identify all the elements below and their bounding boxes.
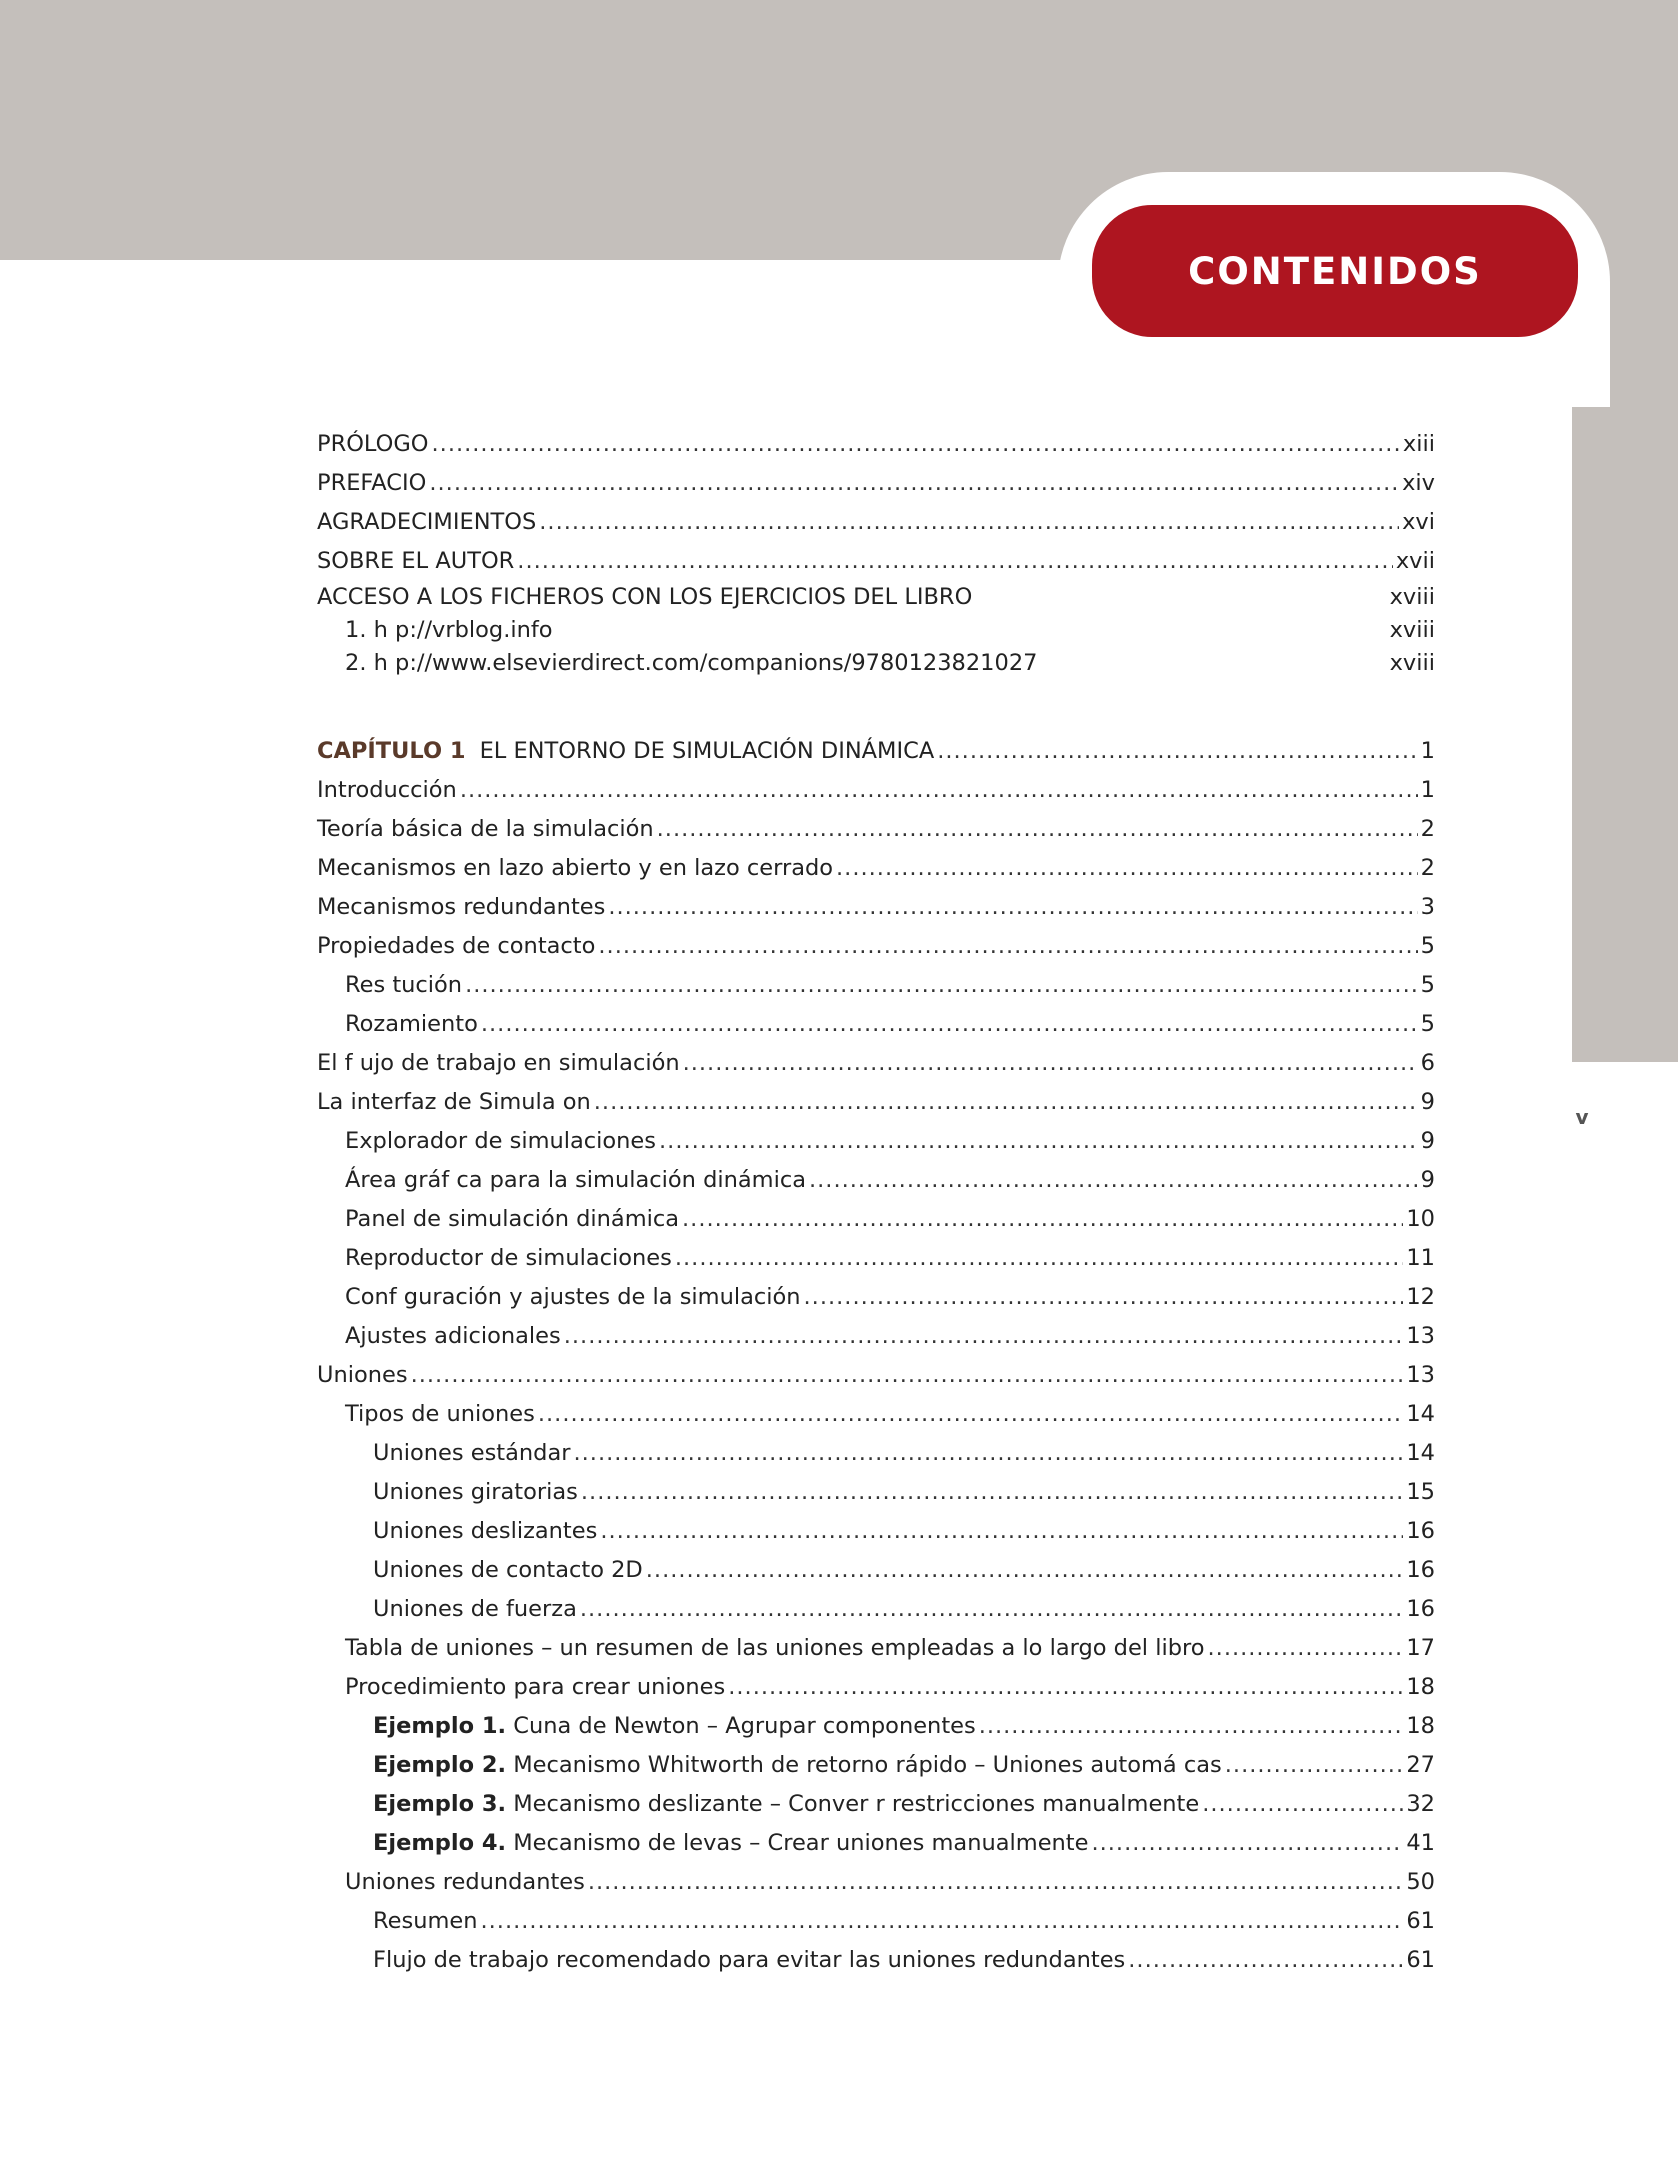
toc-entry-label — [317, 1083, 591, 1122]
toc-entry-page: 10 — [1406, 1206, 1435, 1232]
toc-entry-page: 15 — [1406, 1479, 1435, 1505]
toc-entry-page: 16 — [1406, 1518, 1435, 1544]
toc-entry-page: 1 — [1420, 777, 1435, 803]
toc-entry-text: Mecanismo deslizante – Conver r restricciones manualmente — [513, 1791, 1200, 1817]
toc-entry[interactable] — [317, 1512, 1435, 1551]
leader-dots — [429, 464, 1399, 503]
toc-entry-label — [317, 503, 536, 542]
toc-entry-page: 32 — [1406, 1791, 1435, 1817]
leader-dots — [1091, 1824, 1403, 1863]
toc-entry-text: ACCESO A LOS FICHEROS CON LOS EJERCICIOS DEL LIBRO — [317, 584, 973, 610]
toc-entry-page: 16 — [1406, 1596, 1435, 1622]
toc-entry-page: 9 — [1420, 1128, 1435, 1154]
toc-entry[interactable] — [317, 542, 1435, 581]
chapter-label: CAPÍTULO 1 — [317, 738, 466, 764]
chapter-page: 1 — [1420, 738, 1435, 764]
toc-entry[interactable] — [317, 1629, 1435, 1668]
toc-entry-text: Uniones estándar — [373, 1440, 571, 1466]
toc-entry[interactable] — [317, 1122, 1435, 1161]
toc-entry-label — [317, 927, 595, 966]
leader-dots — [460, 771, 1418, 810]
toc-entry-label — [373, 1707, 976, 1746]
toc-entry[interactable] — [317, 966, 1435, 1005]
toc-entry-text: Mecanismos en lazo abierto y en lazo cerrado — [317, 855, 834, 881]
page-number: v — [1575, 1105, 1589, 1129]
leader-dots — [573, 1434, 1403, 1473]
toc-entry-label — [345, 1161, 806, 1200]
toc-entry-page: xiv — [1402, 470, 1435, 496]
page-title: CONTENIDOS — [1092, 205, 1578, 337]
toc-entry[interactable] — [317, 888, 1435, 927]
toc-entry-page: 9 — [1420, 1167, 1435, 1193]
toc-entry-label — [345, 966, 462, 1005]
leader-dots — [411, 1356, 1404, 1395]
toc-entry-label — [317, 464, 426, 503]
leader-dots — [594, 1083, 1418, 1122]
toc-entry-text: PREFACIO — [317, 470, 427, 496]
leader-dots — [1208, 1629, 1404, 1668]
leader-dots — [836, 849, 1418, 888]
toc-entry-label — [373, 1434, 570, 1473]
toc-entry[interactable] — [317, 1005, 1435, 1044]
toc-entry[interactable] — [317, 1707, 1435, 1746]
leader-dots — [465, 966, 1418, 1005]
toc-entry[interactable] — [317, 1941, 1435, 1980]
leader-dots — [581, 1473, 1403, 1512]
toc-entry-page: 14 — [1406, 1401, 1435, 1427]
toc-entry-label — [345, 1863, 585, 1902]
toc-entry-label — [373, 1473, 578, 1512]
toc-entry-page: 14 — [1406, 1440, 1435, 1466]
toc-entry-label — [317, 888, 605, 927]
toc-entry-label — [373, 1941, 1125, 1980]
toc-entry-page: 13 — [1406, 1323, 1435, 1349]
toc-entry-text: Área gráf ca para la simulación dinámica — [345, 1167, 806, 1193]
toc-entry-text: PRÓLOGO — [317, 431, 429, 457]
leader-dots — [1202, 1785, 1403, 1824]
toc-entry-text: Uniones — [317, 1362, 408, 1388]
toc-entry-text: El f ujo de trabajo en simulación — [317, 1050, 680, 1076]
toc-entry-page: xviii — [1389, 650, 1435, 676]
leader-dots — [1128, 1941, 1403, 1980]
toc-entry-label — [317, 1044, 680, 1083]
toc-entry-text: Mecanismos redundantes — [317, 894, 606, 920]
toc-entry-text: Uniones de contacto 2D — [373, 1557, 643, 1583]
toc-entry[interactable] — [317, 503, 1435, 542]
toc-entry-text: Panel de simulación dinámica — [345, 1206, 680, 1232]
toc-entry[interactable] — [317, 849, 1435, 888]
toc-entry-text: 1. h p://vrblog.info — [345, 617, 553, 643]
toc-entry[interactable] — [317, 1317, 1435, 1356]
toc-entry-page: 2 — [1420, 855, 1435, 881]
toc-entry-page: 18 — [1406, 1674, 1435, 1700]
toc-entry[interactable] — [317, 1395, 1435, 1434]
toc-entry-label — [345, 614, 553, 647]
toc-entry-page: 50 — [1406, 1869, 1435, 1895]
toc-entry-page: xviii — [1389, 617, 1435, 643]
example-number: Ejemplo 1. — [373, 1713, 507, 1739]
toc-entry-page: 5 — [1420, 933, 1435, 959]
leader-dots — [1225, 1746, 1404, 1785]
toc-entry-page: 5 — [1420, 1011, 1435, 1037]
toc-entry[interactable] — [317, 771, 1435, 810]
toc-entry-text: Uniones redundantes — [345, 1869, 585, 1895]
chapter-title: EL ENTORNO DE SIMULACIÓN DINÁMICA — [479, 738, 935, 764]
toc-entry-text: Uniones giratorias — [373, 1479, 578, 1505]
toc-entry[interactable] — [317, 927, 1435, 966]
toc-entry-page: 11 — [1406, 1245, 1435, 1271]
example-number: Ejemplo 2. — [373, 1752, 507, 1778]
toc-entry[interactable] — [317, 464, 1435, 503]
toc-entry-page: 12 — [1406, 1284, 1435, 1310]
leader-dots — [480, 1902, 1403, 1941]
toc-entry[interactable] — [317, 1551, 1435, 1590]
leader-dots — [683, 1044, 1418, 1083]
toc-entry-page: 61 — [1406, 1908, 1435, 1934]
toc-entry-page: 17 — [1406, 1635, 1435, 1661]
toc-entry-page: xvi — [1402, 509, 1435, 535]
toc-entry[interactable] — [317, 1668, 1435, 1707]
leader-dots — [728, 1668, 1403, 1707]
chapter-heading[interactable] — [317, 732, 1435, 771]
toc-entry[interactable] — [317, 1239, 1435, 1278]
toc-entry-text: AGRADECIMIENTOS — [317, 509, 537, 535]
leader-dots — [598, 927, 1417, 966]
toc-entry[interactable] — [317, 425, 1435, 464]
toc-entry-label — [373, 1785, 1199, 1824]
toc-entry-label — [345, 1122, 656, 1161]
toc-entry-label — [373, 1551, 643, 1590]
leader-dots — [538, 1395, 1403, 1434]
leader-dots — [517, 542, 1393, 581]
leader-dots — [600, 1512, 1403, 1551]
toc-entry[interactable] — [317, 1590, 1435, 1629]
toc-entry-text: Uniones deslizantes — [373, 1518, 598, 1544]
leader-dots — [804, 1278, 1404, 1317]
front-matter-list — [317, 425, 1435, 680]
toc-entry-text: 2. h p://www.elsevierdirect.com/companions/9780123821027 — [345, 650, 1038, 676]
leader-dots — [937, 732, 1417, 771]
toc-entry-text: Conf guración y ajustes de la simulación — [345, 1284, 801, 1310]
toc-entry-label — [345, 647, 1037, 680]
toc-entry[interactable] — [317, 1863, 1435, 1902]
toc-entry[interactable] — [317, 1200, 1435, 1239]
toc-entry-page: 18 — [1406, 1713, 1435, 1739]
toc-entry[interactable] — [317, 1356, 1435, 1395]
toc-entry-label — [317, 581, 972, 614]
toc-entry-label — [345, 1629, 1205, 1668]
toc-entry-page: 41 — [1406, 1830, 1435, 1856]
toc-entry[interactable] — [317, 1473, 1435, 1512]
toc-entry[interactable] — [317, 1902, 1435, 1941]
toc-entry-text: Mecanismo de levas – Crear uniones manualmente — [513, 1830, 1089, 1856]
toc-entry-text: Procedimiento para crear uniones — [345, 1674, 726, 1700]
toc-entry-text: Rozamiento — [345, 1011, 478, 1037]
toc-entry-page: 3 — [1420, 894, 1435, 920]
toc-entry[interactable] — [317, 1278, 1435, 1317]
toc-entry[interactable] — [317, 1824, 1435, 1863]
leader-dots — [675, 1239, 1404, 1278]
leader-dots — [580, 1590, 1403, 1629]
example-number: Ejemplo 4. — [373, 1830, 507, 1856]
leader-dots — [659, 1122, 1418, 1161]
toc-entry-label — [345, 1005, 478, 1044]
toc-entry-text: Teoría básica de la simulación — [317, 816, 654, 842]
toc-entry-page: xvii — [1395, 548, 1435, 574]
toc-entry-text: Resumen — [373, 1908, 478, 1934]
toc-entry-page: 9 — [1420, 1089, 1435, 1115]
toc-entry-text: Mecanismo Whitworth de retorno rápido – Uniones automá cas — [513, 1752, 1222, 1778]
leader-dots — [588, 1863, 1404, 1902]
toc-entry-label — [317, 542, 514, 581]
toc-entry[interactable] — [317, 581, 1435, 614]
toc-entry-label — [373, 1902, 477, 1941]
toc-entry-label — [317, 425, 429, 464]
leader-dots — [646, 1551, 1404, 1590]
toc-entry-text: Reproductor de simulaciones — [345, 1245, 672, 1271]
toc-entry-page: 13 — [1406, 1362, 1435, 1388]
toc-entry-label — [373, 1824, 1088, 1863]
toc-entry-label — [345, 1200, 679, 1239]
leader-dots — [608, 888, 1417, 927]
toc-entry-page: 27 — [1406, 1752, 1435, 1778]
toc-entry-text: Introducción — [317, 777, 457, 803]
toc-entry-page: xiii — [1402, 431, 1435, 457]
toc-entry-label — [345, 1278, 801, 1317]
toc-entry[interactable] — [317, 1083, 1435, 1122]
toc-entry[interactable] — [317, 647, 1435, 680]
toc-entry[interactable] — [317, 614, 1435, 647]
toc-entry-text: Tabla de uniones – un resumen de las uniones empleadas a lo largo del libro — [345, 1635, 1205, 1661]
toc-entry-label — [373, 1746, 1222, 1785]
leader-dots — [564, 1317, 1404, 1356]
toc-entry-page: 6 — [1420, 1050, 1435, 1076]
toc-entry-text: Flujo de trabajo recomendado para evitar las uniones redundantes — [373, 1947, 1126, 1973]
toc-entry-page: 61 — [1406, 1947, 1435, 1973]
toc-entry-text: Res tución — [345, 972, 463, 998]
toc-entry-label — [345, 1395, 535, 1434]
toc-entry-text: Propiedades de contacto — [317, 933, 596, 959]
toc-entry-text: Tipos de uniones — [345, 1401, 535, 1427]
toc-entry[interactable] — [317, 1746, 1435, 1785]
toc-entry-label — [317, 1356, 408, 1395]
toc-entry-label — [317, 810, 654, 849]
toc-entry-page: xviii — [1389, 584, 1435, 610]
toc-entry[interactable] — [317, 1434, 1435, 1473]
leader-dots — [979, 1707, 1404, 1746]
toc-entry[interactable] — [317, 1044, 1435, 1083]
toc-entry-text: SOBRE EL AUTOR — [317, 548, 515, 574]
toc-entry-label — [373, 1512, 597, 1551]
leader-dots — [809, 1161, 1418, 1200]
toc-entry-label — [373, 1590, 577, 1629]
leader-dots — [682, 1200, 1403, 1239]
toc-entry-label — [345, 1317, 561, 1356]
toc-entry-label — [345, 1239, 672, 1278]
table-of-contents — [317, 425, 1435, 1980]
toc-entry-text: La interfaz de Simula on — [317, 1089, 591, 1115]
toc-entry-text: Explorador de simulaciones — [345, 1128, 657, 1154]
toc-entry-page: 16 — [1406, 1557, 1435, 1583]
leader-dots — [539, 503, 1399, 542]
toc-entry-label — [345, 1668, 725, 1707]
toc-entry-text: Uniones de fuerza — [373, 1596, 577, 1622]
toc-entry[interactable] — [317, 1785, 1435, 1824]
toc-entry-label — [317, 771, 457, 810]
toc-entry[interactable] — [317, 810, 1435, 849]
toc-entry-text: Ajustes adicionales — [345, 1323, 561, 1349]
leader-dots — [481, 1005, 1418, 1044]
toc-entry-page: 2 — [1420, 816, 1435, 842]
toc-entry[interactable] — [317, 1161, 1435, 1200]
chapter-entries-list — [317, 771, 1435, 1980]
leader-dots — [657, 810, 1418, 849]
leader-dots — [432, 425, 1400, 464]
toc-entry-label — [317, 849, 833, 888]
toc-entry-page: 5 — [1420, 972, 1435, 998]
example-number: Ejemplo 3. — [373, 1791, 507, 1817]
toc-entry-text: Cuna de Newton – Agrupar componentes — [513, 1713, 976, 1739]
